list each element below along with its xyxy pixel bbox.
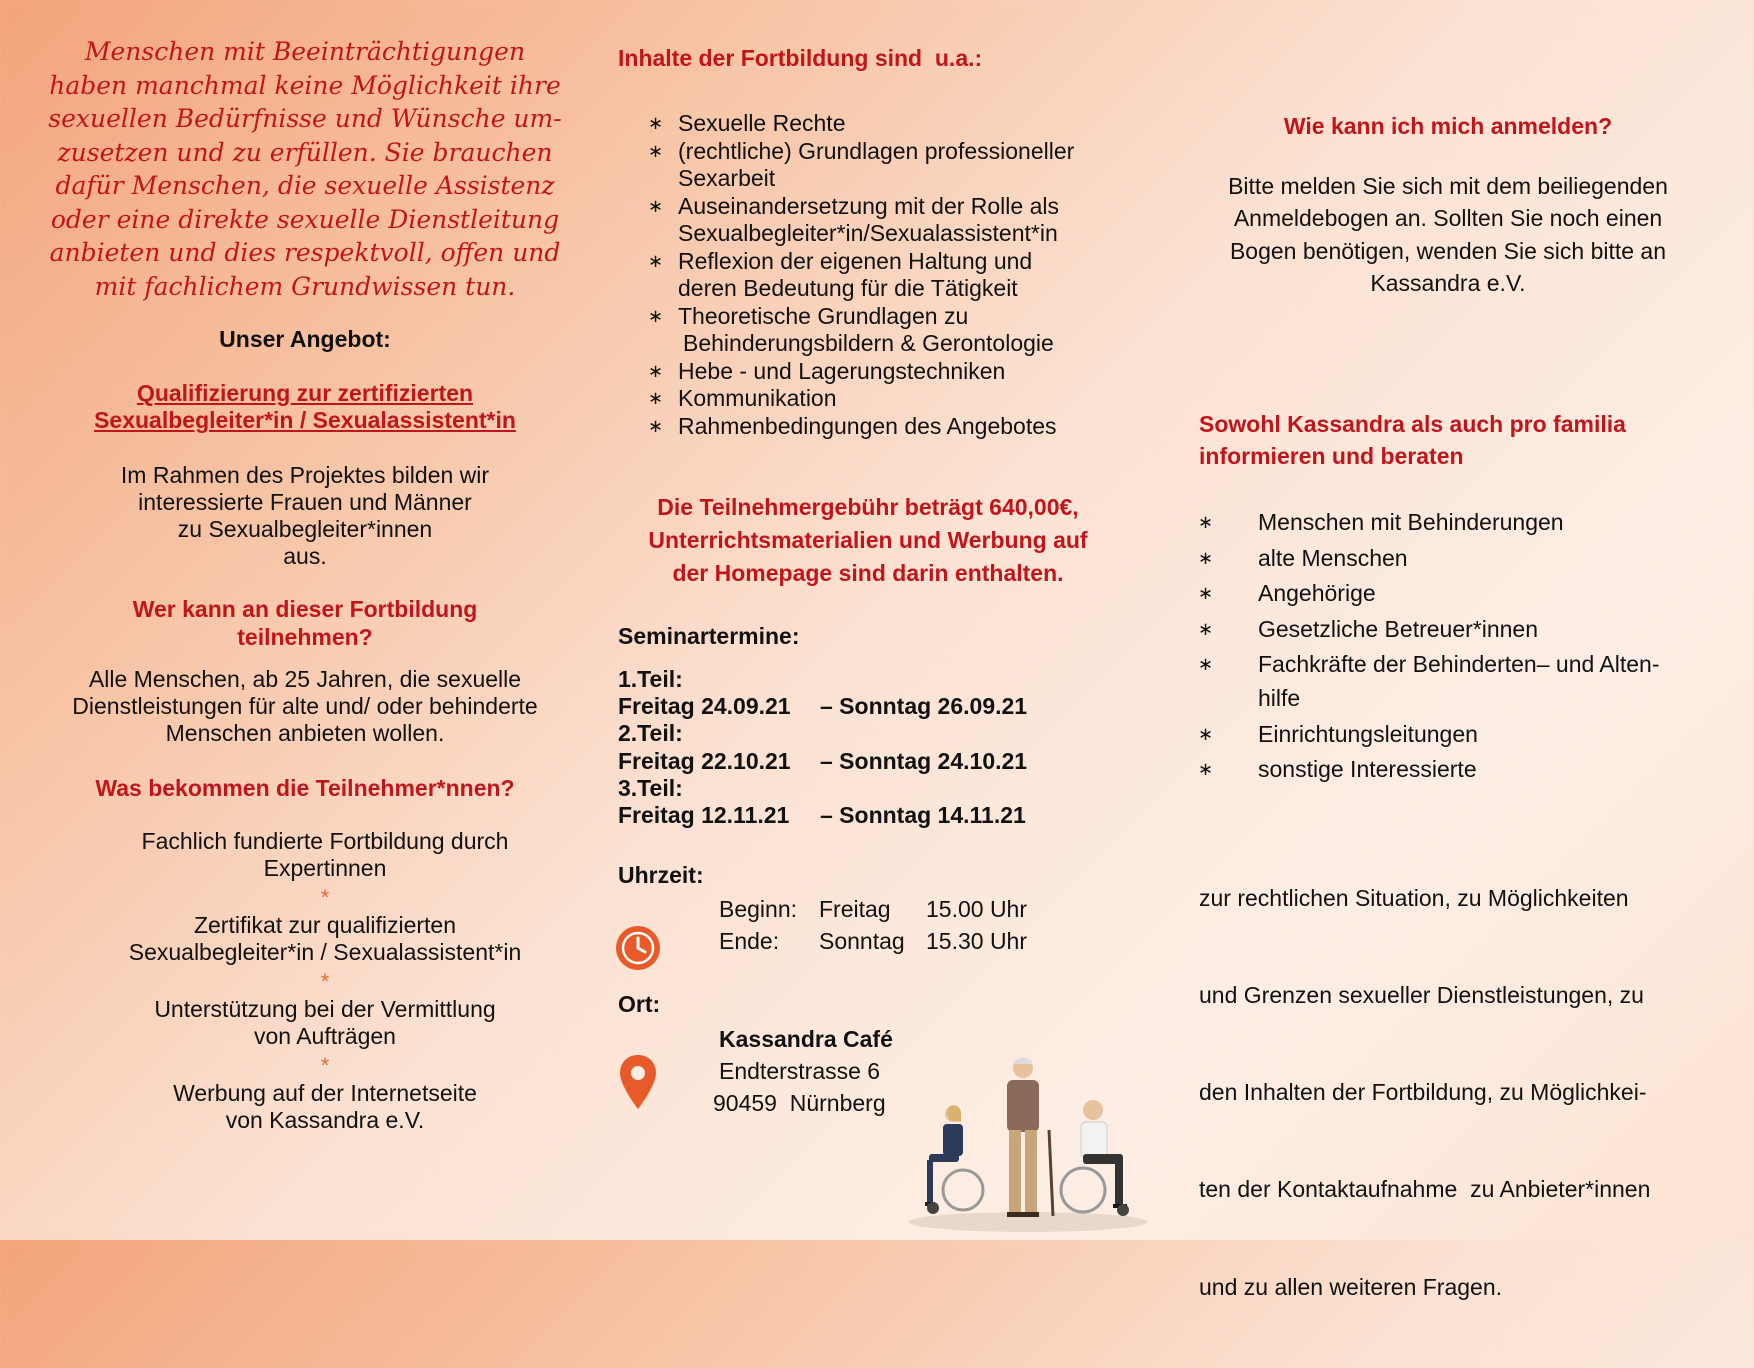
list-item: ∗ Menschen mit Behinderungen <box>1198 509 1564 535</box>
list-item: ∗ Hebe - und Lagerungstechniken <box>648 357 1006 384</box>
uhrzeit-heading: Uhrzeit: <box>618 862 704 888</box>
wer-text: Alle Menschen, ab 25 Jahren, die sexuelle Dienstleistungen für alte und/ oder behinderte Menschen anbieten wollen. <box>72 666 538 746</box>
ort-heading: Ort: <box>618 991 661 1017</box>
list-item: ∗ Gesetzliche Betreuer*innen <box>1198 615 1538 642</box>
people-illustration <box>903 1050 1153 1235</box>
list-item: ∗ Einrichtungsleitungen <box>1198 720 1478 747</box>
date-part: 3.Teil: Freitag 12.11.21 – Sonntag 14.11.21 <box>618 774 1026 829</box>
inhalte-list <box>648 110 1138 440</box>
ort-address: Kassandra Café Endterstrasse 6 90459 Nürnberg <box>713 1026 893 1116</box>
uhrzeit-table: Beginn: Freitag 15.00 Uhr Ende: Sonntag 15.30 Uhr <box>719 896 1028 954</box>
separator-star: * <box>320 885 330 910</box>
angebot-heading: Unser Angebot: <box>219 326 391 352</box>
benefit-item: Fachlich fundierte Fortbildung durch Expertinnen <box>141 828 509 881</box>
list-item: ∗ Theoretische Grundlagen zu Behinderungsbildern & Gerontologie <box>648 302 1054 356</box>
anmelden-text: Bitte melden Sie sich mit dem beiliegenden Anmeldebogen an. Sollten Sie noch einen Bogen benötigen, wenden Sie sich bitte an Kassandra e.V. <box>1228 173 1668 296</box>
seminar-heading: Seminartermine: <box>618 623 800 649</box>
intro-text: Menschen mit Beeinträchtigungen haben manchmal keine Möglichkeit ihre sexuellen Bedürfnisse und Wünsche um- zusetzen und zu erfüllen. Sie brauchen dafür Menschen, die sexuelle Assistenz oder eine direkte sexuelle Dienstleitung anbieten und dies respektvoll, offen und mit fachlichem Grundwissen tun. <box>48 37 562 301</box>
date-part: 2.Teil: Freitag 22.10.21 – Sonntag 24.10.21 <box>618 720 1028 774</box>
wer-heading: Wer kann an dieser Fortbildung teilnehmen? <box>132 596 478 650</box>
qualifizierung-heading: Qualifizierung zur zertifizierten Sexualbegleiter*in / Sexualassistent*in <box>94 380 516 433</box>
list-item: ∗ alte Menschen <box>1198 544 1408 571</box>
list-item: ∗ (rechtliche) Grundlagen professioneller Sexarbeit <box>648 137 1075 191</box>
list-item: ∗ Fachkräfte der Behinderten– und Alten- hilfe <box>1198 651 1660 711</box>
list-item: ∗ Angehörige <box>1198 580 1376 606</box>
benefit-item: Zertifikat zur qualifizierten Sexualbegleiter*in / Sexualassistent*in <box>128 912 522 965</box>
list-item: ∗ Reflexion der eigenen Haltung und deren Bedeutung für die Tätigkeit <box>648 247 1033 301</box>
zielgruppen-list <box>1198 505 1718 788</box>
list-item: ∗ Auseinandersetzung mit der Rolle als Sexualbegleiter*in/Sexualassistent*in <box>648 192 1059 246</box>
separator-star: * <box>320 969 330 994</box>
benefit-item: Werbung auf der Internetseite von Kassandra e.V. <box>173 1080 477 1133</box>
beraten-heading: Sowohl Kassandra als auch pro familia informieren und beraten <box>1199 411 1626 469</box>
separator-star: * <box>320 1053 330 1078</box>
list-item: ∗ sonstige Interessierte <box>1198 756 1477 782</box>
list-item: ∗ Kommunikation <box>648 385 837 411</box>
clock-icon <box>615 925 661 971</box>
gebuehr-text: Die Teilnehmergebühr beträgt 640,00€, Unterrichtsmaterialien und Werbung auf der Homepage sind darin enthalten. <box>648 494 1088 586</box>
location-pin-icon <box>618 1053 658 1111</box>
benefits-list <box>60 828 590 1134</box>
anmelden-heading: Wie kann ich mich anmelden? <box>1283 113 1613 139</box>
date-part: 1.Teil: Freitag 24.09.21 – Sonntag 26.09.21 <box>618 666 1028 720</box>
themen-text: zur rechtlichen Situation, zu Möglichkeiten und Grenzen sexueller Dienstleistungen, zu den Inhalten der Fortbildung, zu Möglichkei- ten der Kontaktaufnahme zu Anbieter*innen und zu allen weiteren Fragen. <box>1199 884 1651 1300</box>
inhalte-heading: Inhalte der Fortbildung sind u.a.: <box>618 45 983 71</box>
list-item: ∗ Rahmenbedingungen des Angebotes <box>648 412 1057 439</box>
seminar-dates <box>618 666 1118 829</box>
list-item: ∗ Sexuelle Rechte <box>648 110 846 136</box>
rahmen-text: Im Rahmen des Projektes bilden wir interessierte Frauen und Männer zu Sexualbegleiter*innen aus. <box>120 462 490 569</box>
benefit-item: Unterstützung bei der Vermittlung von Aufträgen <box>154 996 496 1049</box>
was-heading: Was bekommen die Teilnehmer*nnen? <box>95 775 515 801</box>
